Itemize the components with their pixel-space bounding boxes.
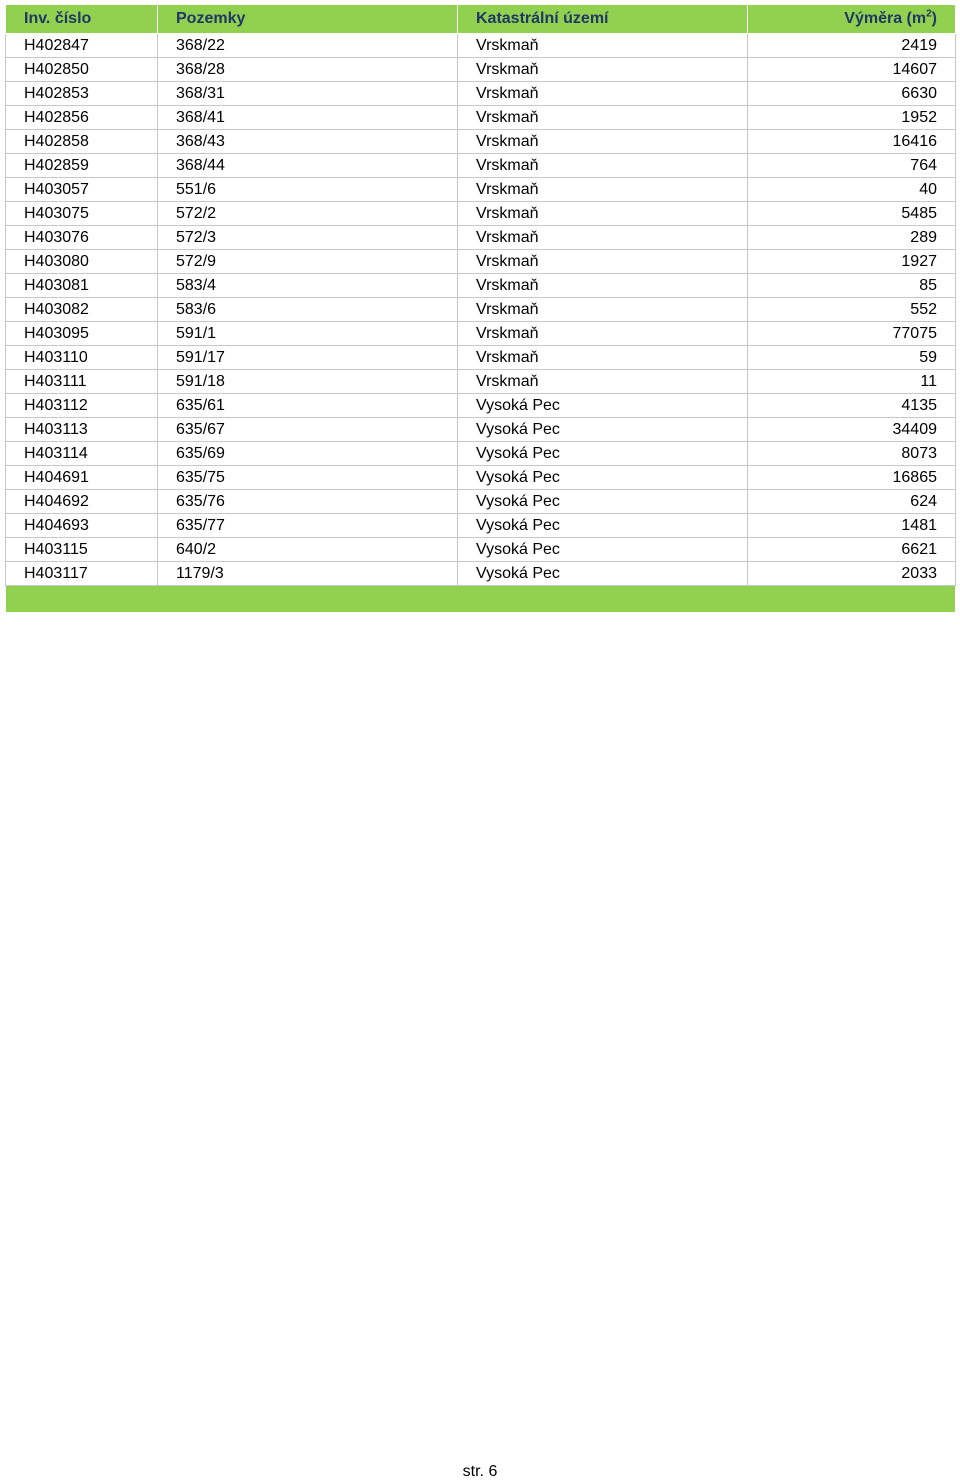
table-row (6, 490, 956, 514)
vymera-label-close: ) (931, 10, 937, 27)
cell-area: 77075 (748, 322, 956, 346)
cell-area: 8073 (748, 442, 956, 466)
cell-parcel: 635/67 (158, 418, 458, 442)
cell-parcel: 551/6 (158, 178, 458, 202)
table-row (6, 418, 956, 442)
cell-area: 4135 (748, 394, 956, 418)
cell-area: 552 (748, 298, 956, 322)
cell-cadastral-area: Vrskmaň (458, 58, 748, 82)
cell-cadastral-area: Vrskmaň (458, 130, 748, 154)
cell-inv-number: H404692 (6, 490, 158, 514)
cell-inv-number: H402850 (6, 58, 158, 82)
cell-parcel: 583/6 (158, 298, 458, 322)
cell-cadastral-area: Vrskmaň (458, 34, 748, 58)
table-row (6, 322, 956, 346)
cell-parcel: 591/18 (158, 370, 458, 394)
cell-parcel: 368/43 (158, 130, 458, 154)
cell-area: 2033 (748, 562, 956, 586)
cell-area: 6630 (748, 82, 956, 106)
cell-area: 16416 (748, 130, 956, 154)
cell-cadastral-area: Vrskmaň (458, 202, 748, 226)
table-row (6, 538, 956, 562)
cell-parcel: 1179/3 (158, 562, 458, 586)
table-row (6, 82, 956, 106)
cell-cadastral-area: Vrskmaň (458, 226, 748, 250)
cell-inv-number: H402853 (6, 82, 158, 106)
cell-parcel: 368/31 (158, 82, 458, 106)
cell-cadastral-area: Vysoká Pec (458, 538, 748, 562)
cell-area: 11 (748, 370, 956, 394)
cell-area: 34409 (748, 418, 956, 442)
cell-parcel: 368/44 (158, 154, 458, 178)
vymera-label: Výměra (m (844, 10, 927, 27)
cell-inv-number: H403117 (6, 562, 158, 586)
cell-parcel: 591/17 (158, 346, 458, 370)
cell-cadastral-area: Vrskmaň (458, 250, 748, 274)
table-row (6, 250, 956, 274)
cell-parcel: 635/75 (158, 466, 458, 490)
cell-inv-number: H403115 (6, 538, 158, 562)
table-row (6, 178, 956, 202)
cell-inv-number: H403113 (6, 418, 158, 442)
cell-inv-number: H403111 (6, 370, 158, 394)
table-row (6, 58, 956, 82)
table-row (6, 394, 956, 418)
table-row (6, 346, 956, 370)
cell-inv-number: H403081 (6, 274, 158, 298)
table-row (6, 202, 956, 226)
cell-inv-number: H403095 (6, 322, 158, 346)
cell-cadastral-area: Vrskmaň (458, 370, 748, 394)
cell-cadastral-area: Vrskmaň (458, 82, 748, 106)
column-header-inv: Inv. číslo (6, 5, 158, 34)
cell-inv-number: H403075 (6, 202, 158, 226)
cell-cadastral-area: Vysoká Pec (458, 418, 748, 442)
cell-parcel: 368/28 (158, 58, 458, 82)
cell-area: 1952 (748, 106, 956, 130)
cell-cadastral-area: Vrskmaň (458, 298, 748, 322)
cell-inv-number: H402847 (6, 34, 158, 58)
column-header-katastr: Katastrální území (458, 5, 748, 34)
cell-parcel: 591/1 (158, 322, 458, 346)
table-row (6, 106, 956, 130)
cell-cadastral-area: Vysoká Pec (458, 442, 748, 466)
cell-parcel: 635/69 (158, 442, 458, 466)
cell-inv-number: H403080 (6, 250, 158, 274)
cell-parcel: 572/9 (158, 250, 458, 274)
table-row (6, 466, 956, 490)
cell-inv-number: H403114 (6, 442, 158, 466)
cell-cadastral-area: Vysoká Pec (458, 514, 748, 538)
table-row (6, 154, 956, 178)
table-row (6, 442, 956, 466)
page-number: str. 6 (462, 1463, 498, 1480)
footer-row (6, 586, 956, 613)
cell-inv-number: H402856 (6, 106, 158, 130)
land-parcels-table (5, 4, 956, 613)
cell-cadastral-area: Vrskmaň (458, 178, 748, 202)
cell-cadastral-area: Vrskmaň (458, 322, 748, 346)
cell-inv-number: H403110 (6, 346, 158, 370)
cell-parcel: 635/61 (158, 394, 458, 418)
cell-area: 6621 (748, 538, 956, 562)
cell-parcel: 635/77 (158, 514, 458, 538)
cell-area: 5485 (748, 202, 956, 226)
cell-inv-number: H402859 (6, 154, 158, 178)
cell-area: 40 (748, 178, 956, 202)
cell-area: 14607 (748, 58, 956, 82)
vymera-unit-exponent: 2 (926, 8, 932, 20)
cell-area: 2419 (748, 34, 956, 58)
cell-cadastral-area: Vrskmaň (458, 154, 748, 178)
table-row (6, 274, 956, 298)
cell-cadastral-area: Vysoká Pec (458, 394, 748, 418)
table-row (6, 130, 956, 154)
footer-band (6, 586, 956, 613)
cell-inv-number: H402858 (6, 130, 158, 154)
cell-area: 624 (748, 490, 956, 514)
table-row (6, 298, 956, 322)
cell-parcel: 368/22 (158, 34, 458, 58)
table-header (6, 5, 956, 34)
cell-parcel: 640/2 (158, 538, 458, 562)
cell-parcel: 635/76 (158, 490, 458, 514)
cell-cadastral-area: Vysoká Pec (458, 562, 748, 586)
cell-inv-number: H403112 (6, 394, 158, 418)
cell-inv-number: H404693 (6, 514, 158, 538)
table-row (6, 34, 956, 58)
header-row (6, 5, 956, 34)
cell-cadastral-area: Vysoká Pec (458, 466, 748, 490)
cell-inv-number: H403082 (6, 298, 158, 322)
cell-area: 16865 (748, 466, 956, 490)
table-footer (6, 586, 956, 613)
cell-cadastral-area: Vrskmaň (458, 346, 748, 370)
cell-area: 764 (748, 154, 956, 178)
table-body (6, 34, 956, 586)
cell-parcel: 583/4 (158, 274, 458, 298)
cell-area: 289 (748, 226, 956, 250)
cell-cadastral-area: Vrskmaň (458, 106, 748, 130)
cell-area: 59 (748, 346, 956, 370)
cell-inv-number: H403076 (6, 226, 158, 250)
table-row (6, 226, 956, 250)
cell-parcel: 572/2 (158, 202, 458, 226)
table-row (6, 514, 956, 538)
column-header-vymera (748, 5, 956, 34)
cell-parcel: 368/41 (158, 106, 458, 130)
cell-inv-number: H404691 (6, 466, 158, 490)
cell-cadastral-area: Vrskmaň (458, 274, 748, 298)
cell-parcel: 572/3 (158, 226, 458, 250)
cell-area: 1481 (748, 514, 956, 538)
cell-cadastral-area: Vysoká Pec (458, 490, 748, 514)
table-row (6, 562, 956, 586)
cell-area: 85 (748, 274, 956, 298)
cell-inv-number: H403057 (6, 178, 158, 202)
column-header-pozemky: Pozemky (158, 5, 458, 34)
cell-area: 1927 (748, 250, 956, 274)
table-row (6, 370, 956, 394)
